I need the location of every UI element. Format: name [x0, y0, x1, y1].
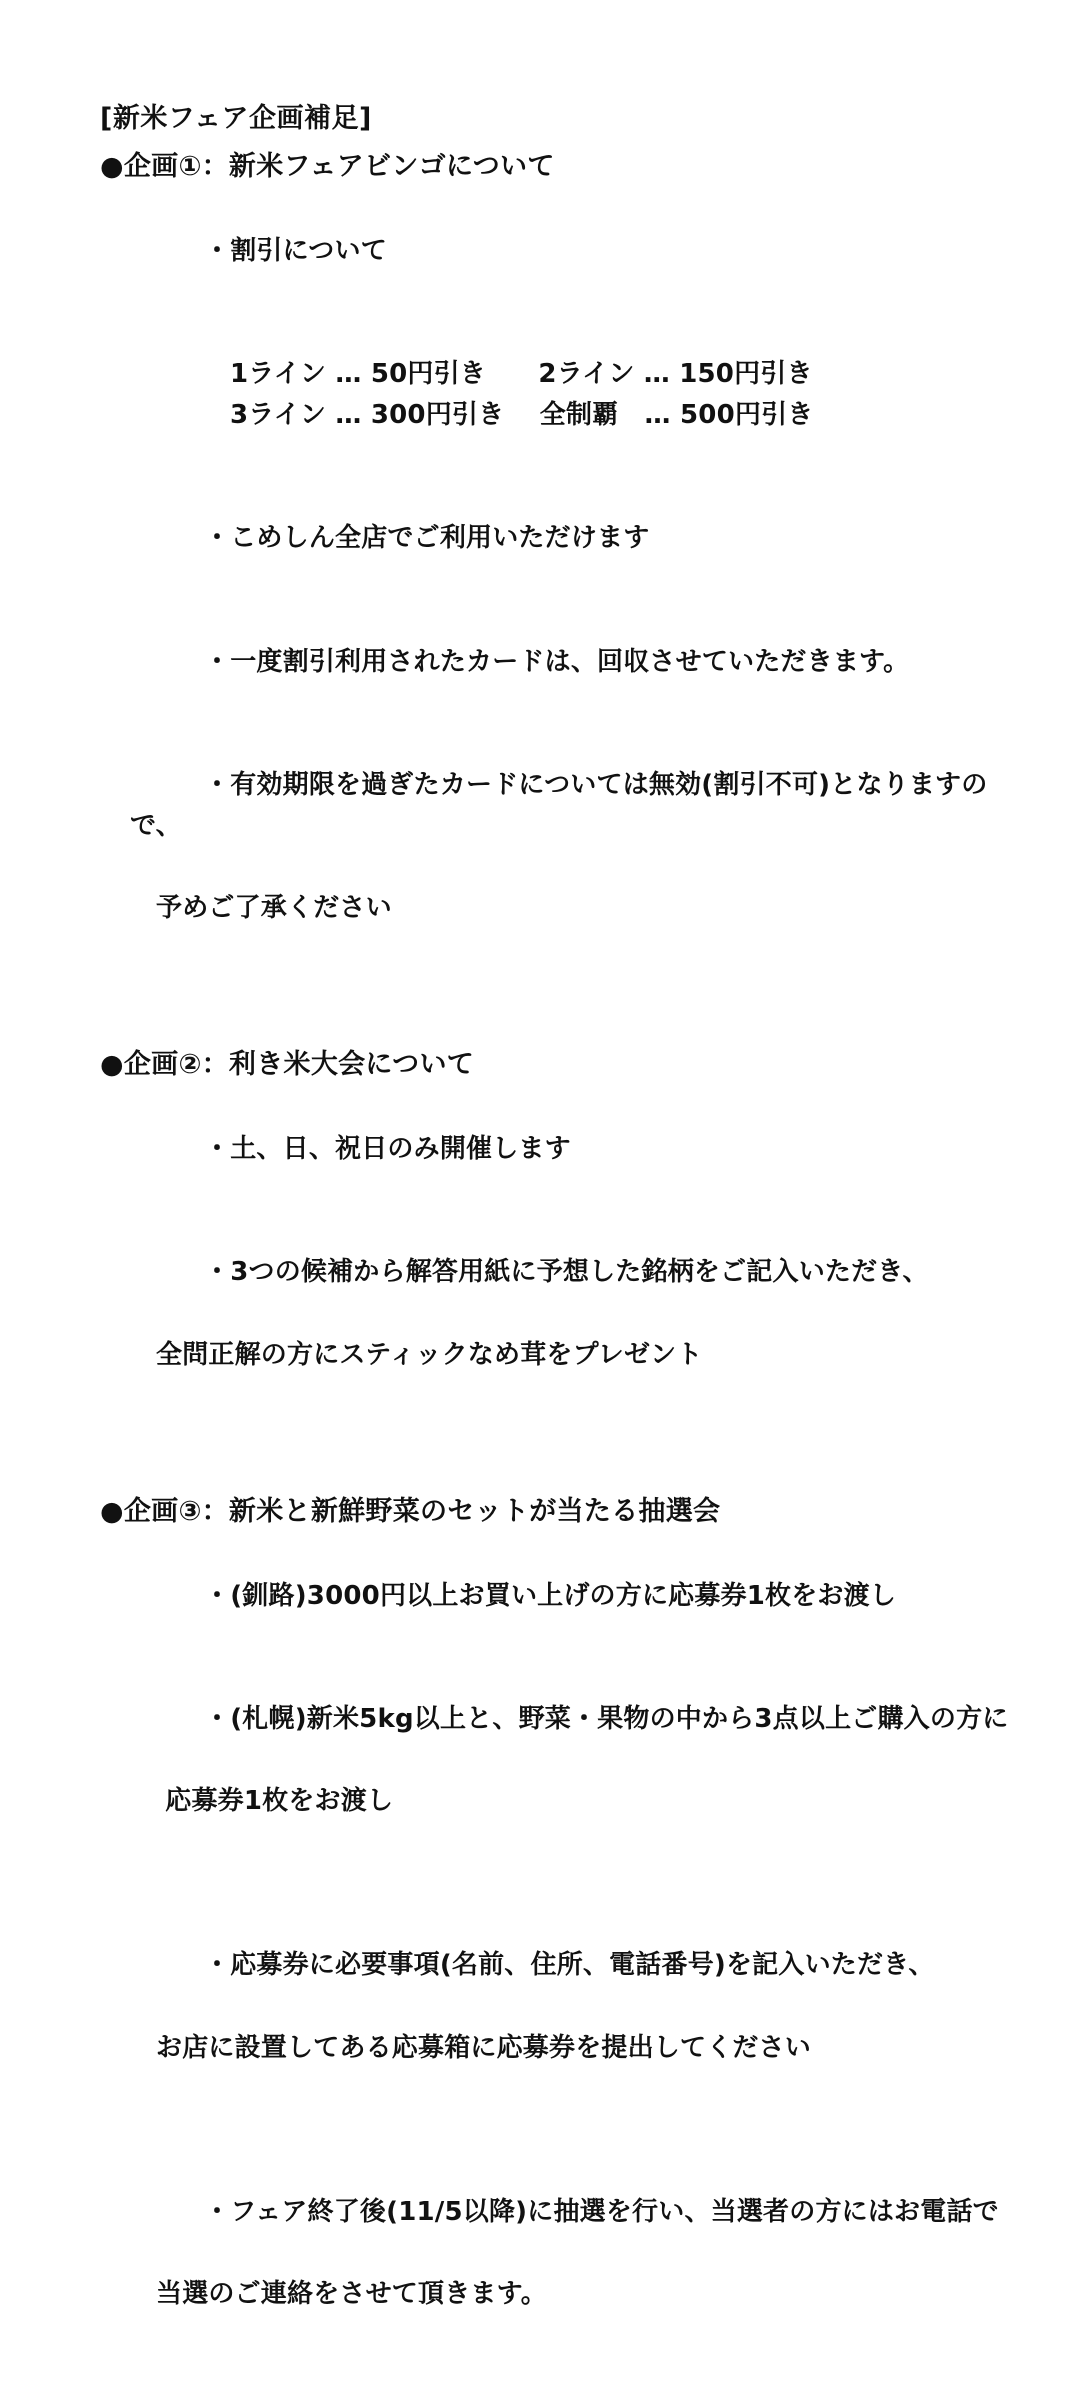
section-kikaku-2: [100, 1044, 1020, 1458]
list-item-text: ・土、日、祝日のみ開催します: [204, 1134, 571, 1165]
section-spacer: [100, 1011, 1020, 1044]
list-item-continuation: 全問正解の方にスティックなめ茸をプレゼント: [156, 1339, 703, 1370]
list-item: [130, 724, 1020, 1012]
list-item-continuation: 当選のご連絡をさせて頂きます。: [156, 2279, 547, 2310]
bullet-list: [100, 1535, 1020, 2397]
list-item: [130, 1535, 1020, 1658]
list-item-text: ・フェア終了後(11/5以降)に抽選を行い、当選者の方にはお電話で: [204, 2196, 999, 2227]
list-item-discounts: [130, 313, 1020, 477]
list-item: [130, 190, 1020, 313]
list-item: [130, 1088, 1020, 1211]
list-item: [130, 1904, 1020, 2150]
section-heading: ●企画③：新米と新鮮野菜のセットが当たる抽選会: [100, 1495, 721, 1527]
list-item: [130, 600, 1020, 723]
section-kikaku-1: [100, 146, 1020, 1011]
list-item-text: ・こめしん全店でご利用いただけます: [204, 523, 650, 554]
list-item: [130, 1658, 1020, 1904]
list-item-continuation: 応募券1枚をお渡し: [156, 1786, 394, 1817]
list-item: [130, 477, 1020, 600]
list-item-continuation: お店に設置してある応募箱に応募券を提出してください: [156, 2032, 812, 2063]
list-item-text: ・(釧路)3000円以上お買い上げの方に応募券1枚をお渡し: [204, 1580, 897, 1611]
list-item: [130, 1211, 1020, 1457]
bullet-list: [100, 1088, 1020, 1458]
section-kikaku-3: [100, 1491, 1020, 2397]
list-item-continuation: 予めご了承ください: [156, 893, 392, 924]
list-item-text: ・(札幌)新米5kg以上と、野菜・果物の中から3点以上ご購入の方に: [204, 1703, 1009, 1734]
section-heading: ●企画②：利き米大会について: [100, 1049, 475, 1081]
list-item: [130, 2151, 1020, 2397]
section-heading: ●企画①：新米フェアビンゴについて: [100, 150, 555, 182]
list-item-text: ・割引について: [204, 235, 387, 266]
list-item-text: ・有効期限を過ぎたカードについては無効(割引不可)となりますので、: [130, 769, 988, 841]
list-item-text: ・一度割引利用されたカードは、回収させていただきます。: [204, 646, 910, 677]
discount-line-2: 3ライン … 300円引き 全制覇 … 500円引き: [230, 400, 814, 431]
page-title: [新米フェア企画補足]: [100, 103, 372, 134]
discount-line-1: 1ライン … 50円引き 2ライン … 150円引き: [230, 359, 813, 389]
bullet-list: [100, 190, 1020, 1012]
section-spacer: [100, 1458, 1020, 1491]
list-item-text: ・応募券に必要事項(名前、住所、電話番号)を記入いただき、: [204, 1950, 935, 1981]
list-item-text: ・3つの候補から解答用紙に予想した銘柄をご記入いただき、: [204, 1257, 929, 1288]
